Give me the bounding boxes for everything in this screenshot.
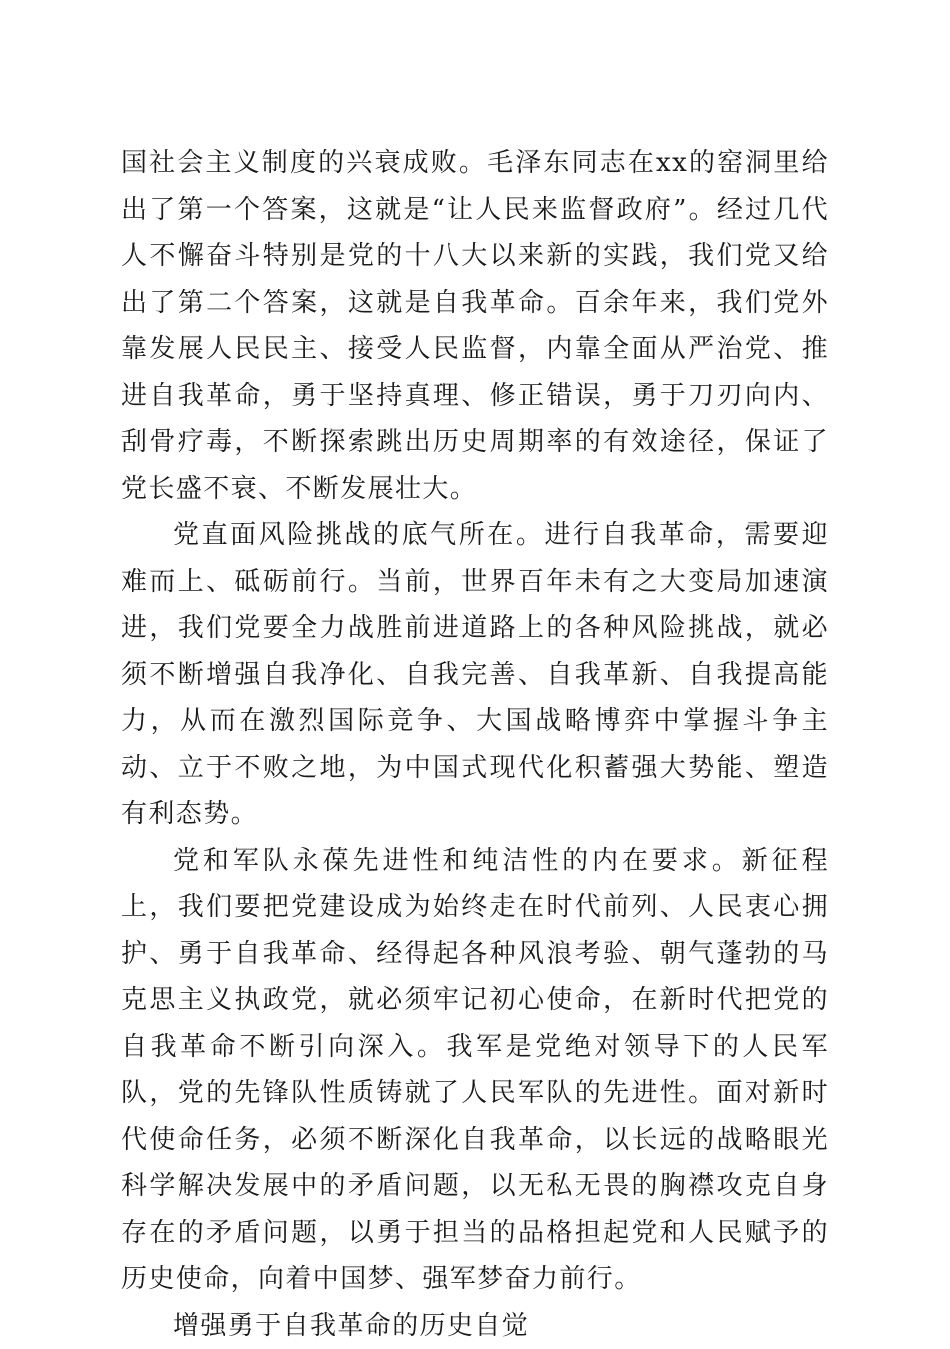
paragraph-party-and-army: 党和军队永葆先进性和纯洁性的内在要求。新征程上，我们要把党建设成为始终走在时代前列、人民衷心拥护、勇于自我革命、经得起各种风浪考验、朝气蓬勃的马克思主义执政党，就必须牢记初心使命，在新时代把党的自我革命不断引向深入。我军是党绝对领导下的人民军队，党的先锋队性质铸就了人民军队的先进性。面对新时代使命任务，必须不断深化自我革命，以长远的战略眼光科学解决发展中的矛盾问题，以无私无畏的胸襟攻克自身存在的矛盾问题，以勇于担当的品格担起党和人民赋予的历史使命，向着中国梦、强军梦奋力前行。: [121, 838, 829, 1303]
document-body: [121, 140, 829, 1349]
section-heading: 增强勇于自我革命的历史自觉: [121, 1303, 829, 1349]
paragraph-continuation: 国社会主义制度的兴衰成败。毛泽东同志在xx的窑洞里给出了第一个答案，这就是“让人民来监督政府”。经过几代人不懈奋斗特别是党的十八大以来新的实践，我们党又给出了第二个答案，这就是自我革命。百余年来，我们党外靠发展人民民主、接受人民监督，内靠全面从严治党、推进自我革命，勇于坚持真理、修正错误，勇于刀刃向内、刮骨疗毒，不断探索跳出历史周期率的有效途径，保证了党长盛不衰、不断发展壮大。: [121, 140, 829, 512]
paragraph-risk-challenges: 党直面风险挑战的底气所在。进行自我革命，需要迎难而上、砥砺前行。当前，世界百年未有之大变局加速演进，我们党要全力战胜前进道路上的各种风险挑战，就必须不断增强自我净化、自我完善、自我革新、自我提高能力，从而在激烈国际竞争、大国战略博弈中掌握斗争主动、立于不败之地，为中国式现代化积蓄强大势能、塑造有利态势。: [121, 512, 829, 838]
